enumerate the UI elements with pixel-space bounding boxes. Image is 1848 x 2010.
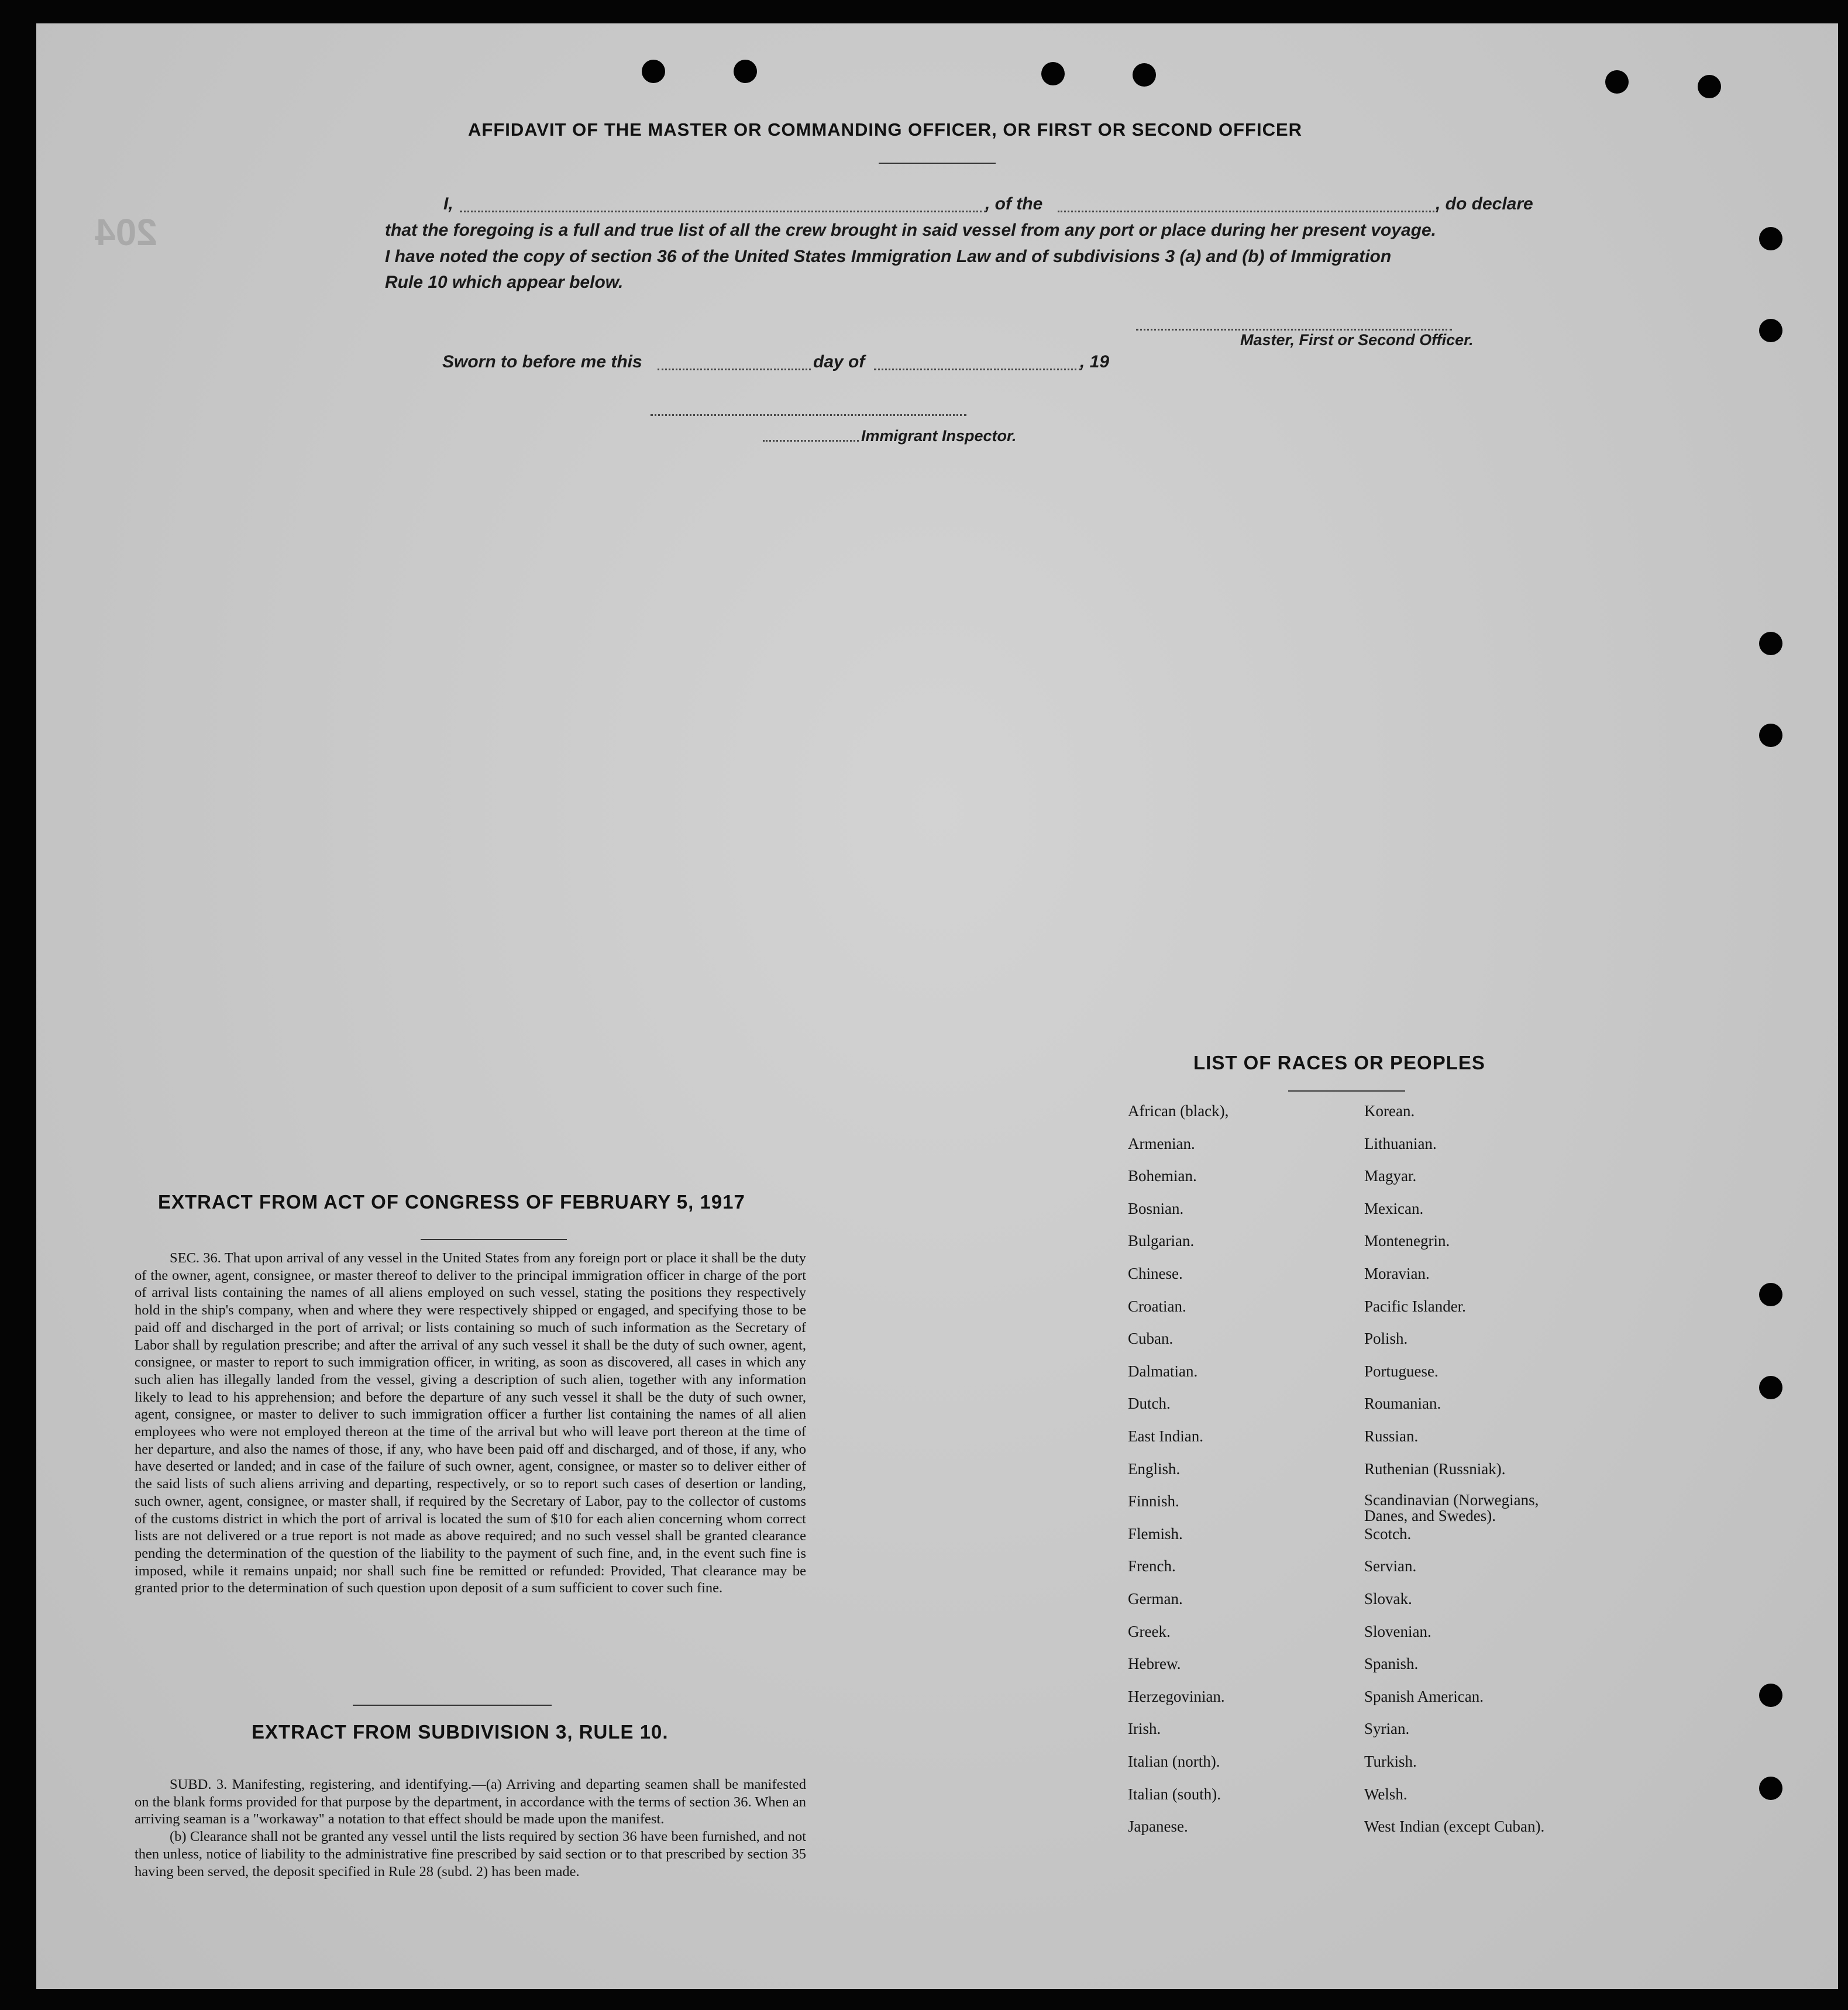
race-item: Montenegrin. [1364,1232,1450,1250]
declarant-prefix: I, [443,194,453,214]
race-item: Magyar. [1364,1167,1417,1185]
race-item: Greek. [1128,1622,1171,1640]
vessel-name-field[interactable] [1058,211,1438,212]
inspector-label: Immigrant Inspector. [861,427,1017,445]
race-item: German. [1128,1590,1183,1608]
punch-hole [1759,1777,1782,1800]
punch-hole [1605,70,1629,94]
race-item: Moravian. [1364,1265,1430,1282]
act-title-rule [421,1239,567,1240]
race-item: Dalmatian. [1128,1362,1198,1380]
act-section-36: SEC. 36. That upon arrival of any vessel in the United States from any foreign port or place it shall be the duty of the owner, agent, consignee, or master thereof to deliver to the principal immigration officer in charge of the port of arrival lists containing the names of all aliens employed on such vessel, stating the positions they respectively hold in the ship's company, when and where they were respectively shipped or engaged, and specifying those to be paid off and discharged in the port of arrival; or lists containing so much of such information as the Secretary of Labor shall by regulation prescribe; and after the arrival of any such vessel it shall be the duty of such owner, agent, consignee, or master to report to such immigration officer, in writing, as soon as discovered, all cases in which any such alien has illegally landed from the vessel, giving a description of such alien, together with any information likely to lead to his apprehension; and before the departure of any such vessel it shall be the duty of such owner, agent, consignee, or master to deliver to such immigration officer a further list containing the names of all alien employees who were not employed thereon at the time of the arrival but who will leave port thereon at the time of her departure, and also the names of those, if any, who have been paid off and discharged, and of those, if any, who have deserted or landed; and in case of the failure of such owner, agent, consignee, or master so to deliver either of the said lists of such aliens arriving and departing, respectively, or so to report such cases of desertion or landing, such owner, agent, consignee, or master shall, if required by the Secretary of Labor, pay to the collector of customs of the customs district in which the port of arrival is located the sum of $10 for each alien concerning whom correct lists are not delivered or a true report is not made as above required; and no such vessel shall be granted clearance pending the determination of the question of the liability to the payment of such fine, and, in the event such fine is imposed, while it remains unpaid; nor shall such fine be remitted or refunded: Provided, That clearance may be granted prior to the determination of such question upon deposit of a sum sufficient to cover such fine. [135,1250,806,1596]
race-item: Finnish. [1128,1492,1179,1510]
race-item: West Indian (except Cuban). [1364,1818,1545,1836]
affidavit-line-3: I have noted the copy of section 36 of the United States Immigration Law and of subdivisions 3 (a) and (b) of Immigration [385,247,1392,266]
race-item: Scandinavian (Norwegians, Danes, and Swedes). [1364,1491,1539,1525]
race-item: Servian. [1364,1557,1417,1575]
punch-hole [1759,1684,1782,1707]
race-item: African (black), [1128,1102,1229,1120]
race-item: Pacific Islander. [1364,1297,1466,1315]
punch-hole [1759,1283,1782,1306]
officer-signature-field[interactable] [1136,329,1452,331]
race-item: Scotch. [1364,1524,1412,1543]
races-title: LIST OF RACES OR PEOPLES [1193,1052,1485,1073]
rule-extract-text [135,1776,806,1880]
punch-hole [1759,1376,1782,1399]
sworn-day-field[interactable] [658,369,811,370]
race-item: Roumanian. [1364,1395,1441,1413]
races-title-rule [1288,1090,1405,1092]
act-extract-title: EXTRACT FROM ACT OF CONGRESS OF FEBRUARY 5, 1917 [158,1191,745,1213]
race-item: French. [1128,1557,1176,1575]
punch-hole [1133,63,1156,87]
race-item: Irish. [1128,1720,1161,1738]
race-item: Bosnian. [1128,1199,1184,1217]
race-item: Bohemian. [1128,1167,1197,1185]
race-item: Flemish. [1128,1524,1183,1543]
title-rule [879,163,996,164]
race-item: Polish. [1364,1330,1408,1348]
race-item: Dutch. [1128,1395,1171,1413]
sworn-month-field[interactable] [874,369,1081,370]
act-end-rule [353,1705,552,1706]
rule-paragraph-a: SUBD. 3. Manifesting, registering, and identifying.—(a) Arriving and departing seamen shall be manifested on the blank forms provided for that purpose by the department, in accordance with the terms of section 36. When an arriving seaman is a "workaway" a notation to that effect should be made upon the manifest. [135,1777,806,1827]
race-item: Bulgarian. [1128,1232,1195,1250]
punch-hole [1698,75,1721,98]
officer-label: Master, First or Second Officer. [1240,331,1474,349]
punch-hole [1759,319,1782,342]
inspector-signature-field[interactable] [651,414,966,416]
punch-hole [642,60,665,83]
race-item: Herzegovinian. [1128,1687,1225,1705]
race-item: Italian (south). [1128,1785,1221,1803]
punch-hole [1041,62,1065,85]
race-item: Russian. [1364,1427,1419,1445]
race-item: Spanish American. [1364,1687,1484,1705]
race-item: Ruthenian (Russniak). [1364,1460,1506,1478]
race-item: Turkish. [1364,1753,1417,1770]
race-item: Mexican. [1364,1199,1424,1217]
bleed-through-number: 204 [95,211,157,253]
sworn-prefix: Sworn to before me this [442,352,642,371]
punch-hole [1759,227,1782,250]
race-item: Slovenian. [1364,1622,1431,1640]
race-item: Armenian. [1128,1134,1195,1152]
race-item: Hebrew. [1128,1655,1181,1673]
race-item: Japanese. [1128,1818,1188,1836]
sworn-day-of: day of [813,352,865,371]
race-item: English. [1128,1460,1181,1478]
affidavit-line-2: that the foregoing is a full and true list of all the crew brought in said vessel from any port or place during her present voyage. [385,221,1436,240]
sworn-year: , 19 [1080,352,1110,371]
punch-hole [734,60,757,83]
declarant-name-field[interactable] [460,211,986,212]
race-item: Spanish. [1364,1655,1419,1673]
punch-hole [1759,632,1782,655]
affidavit-line-4: Rule 10 which appear below. [385,273,624,292]
rule-paragraph-b: (b) Clearance shall not be granted any vessel until the lists required by section 36 have been furnished, and not then unless, notice of liability to the administrative fine prescribed by said section or to that prescribed by section 35 having been served, the deposit specified in Rule 28 (subd. 2) has been made. [135,1829,806,1880]
do-declare-label: , do declare [1436,194,1533,214]
affidavit-title: AFFIDAVIT OF THE MASTER OR COMMANDING OFFICER, OR FIRST OR SECOND OFFICER [468,119,1303,140]
race-item: Cuban. [1128,1330,1174,1348]
race-item: Korean. [1364,1102,1415,1120]
race-item: East Indian. [1128,1427,1203,1445]
race-item: Italian (north). [1128,1753,1220,1770]
race-item: Syrian. [1364,1720,1410,1738]
race-item: Chinese. [1128,1265,1183,1282]
race-item: Portuguese. [1364,1362,1439,1380]
of-the-label: , of the [985,194,1043,214]
race-item: Lithuanian. [1364,1134,1437,1152]
race-item: Slovak. [1364,1590,1412,1608]
document-page [36,23,1838,1989]
race-item: Welsh. [1364,1785,1407,1803]
inspector-short-field[interactable] [763,440,859,442]
punch-hole [1759,724,1782,747]
race-item: Croatian. [1128,1297,1186,1315]
act-extract-text [135,1250,806,1597]
rule-extract-title: EXTRACT FROM SUBDIVISION 3, RULE 10. [252,1721,669,1743]
